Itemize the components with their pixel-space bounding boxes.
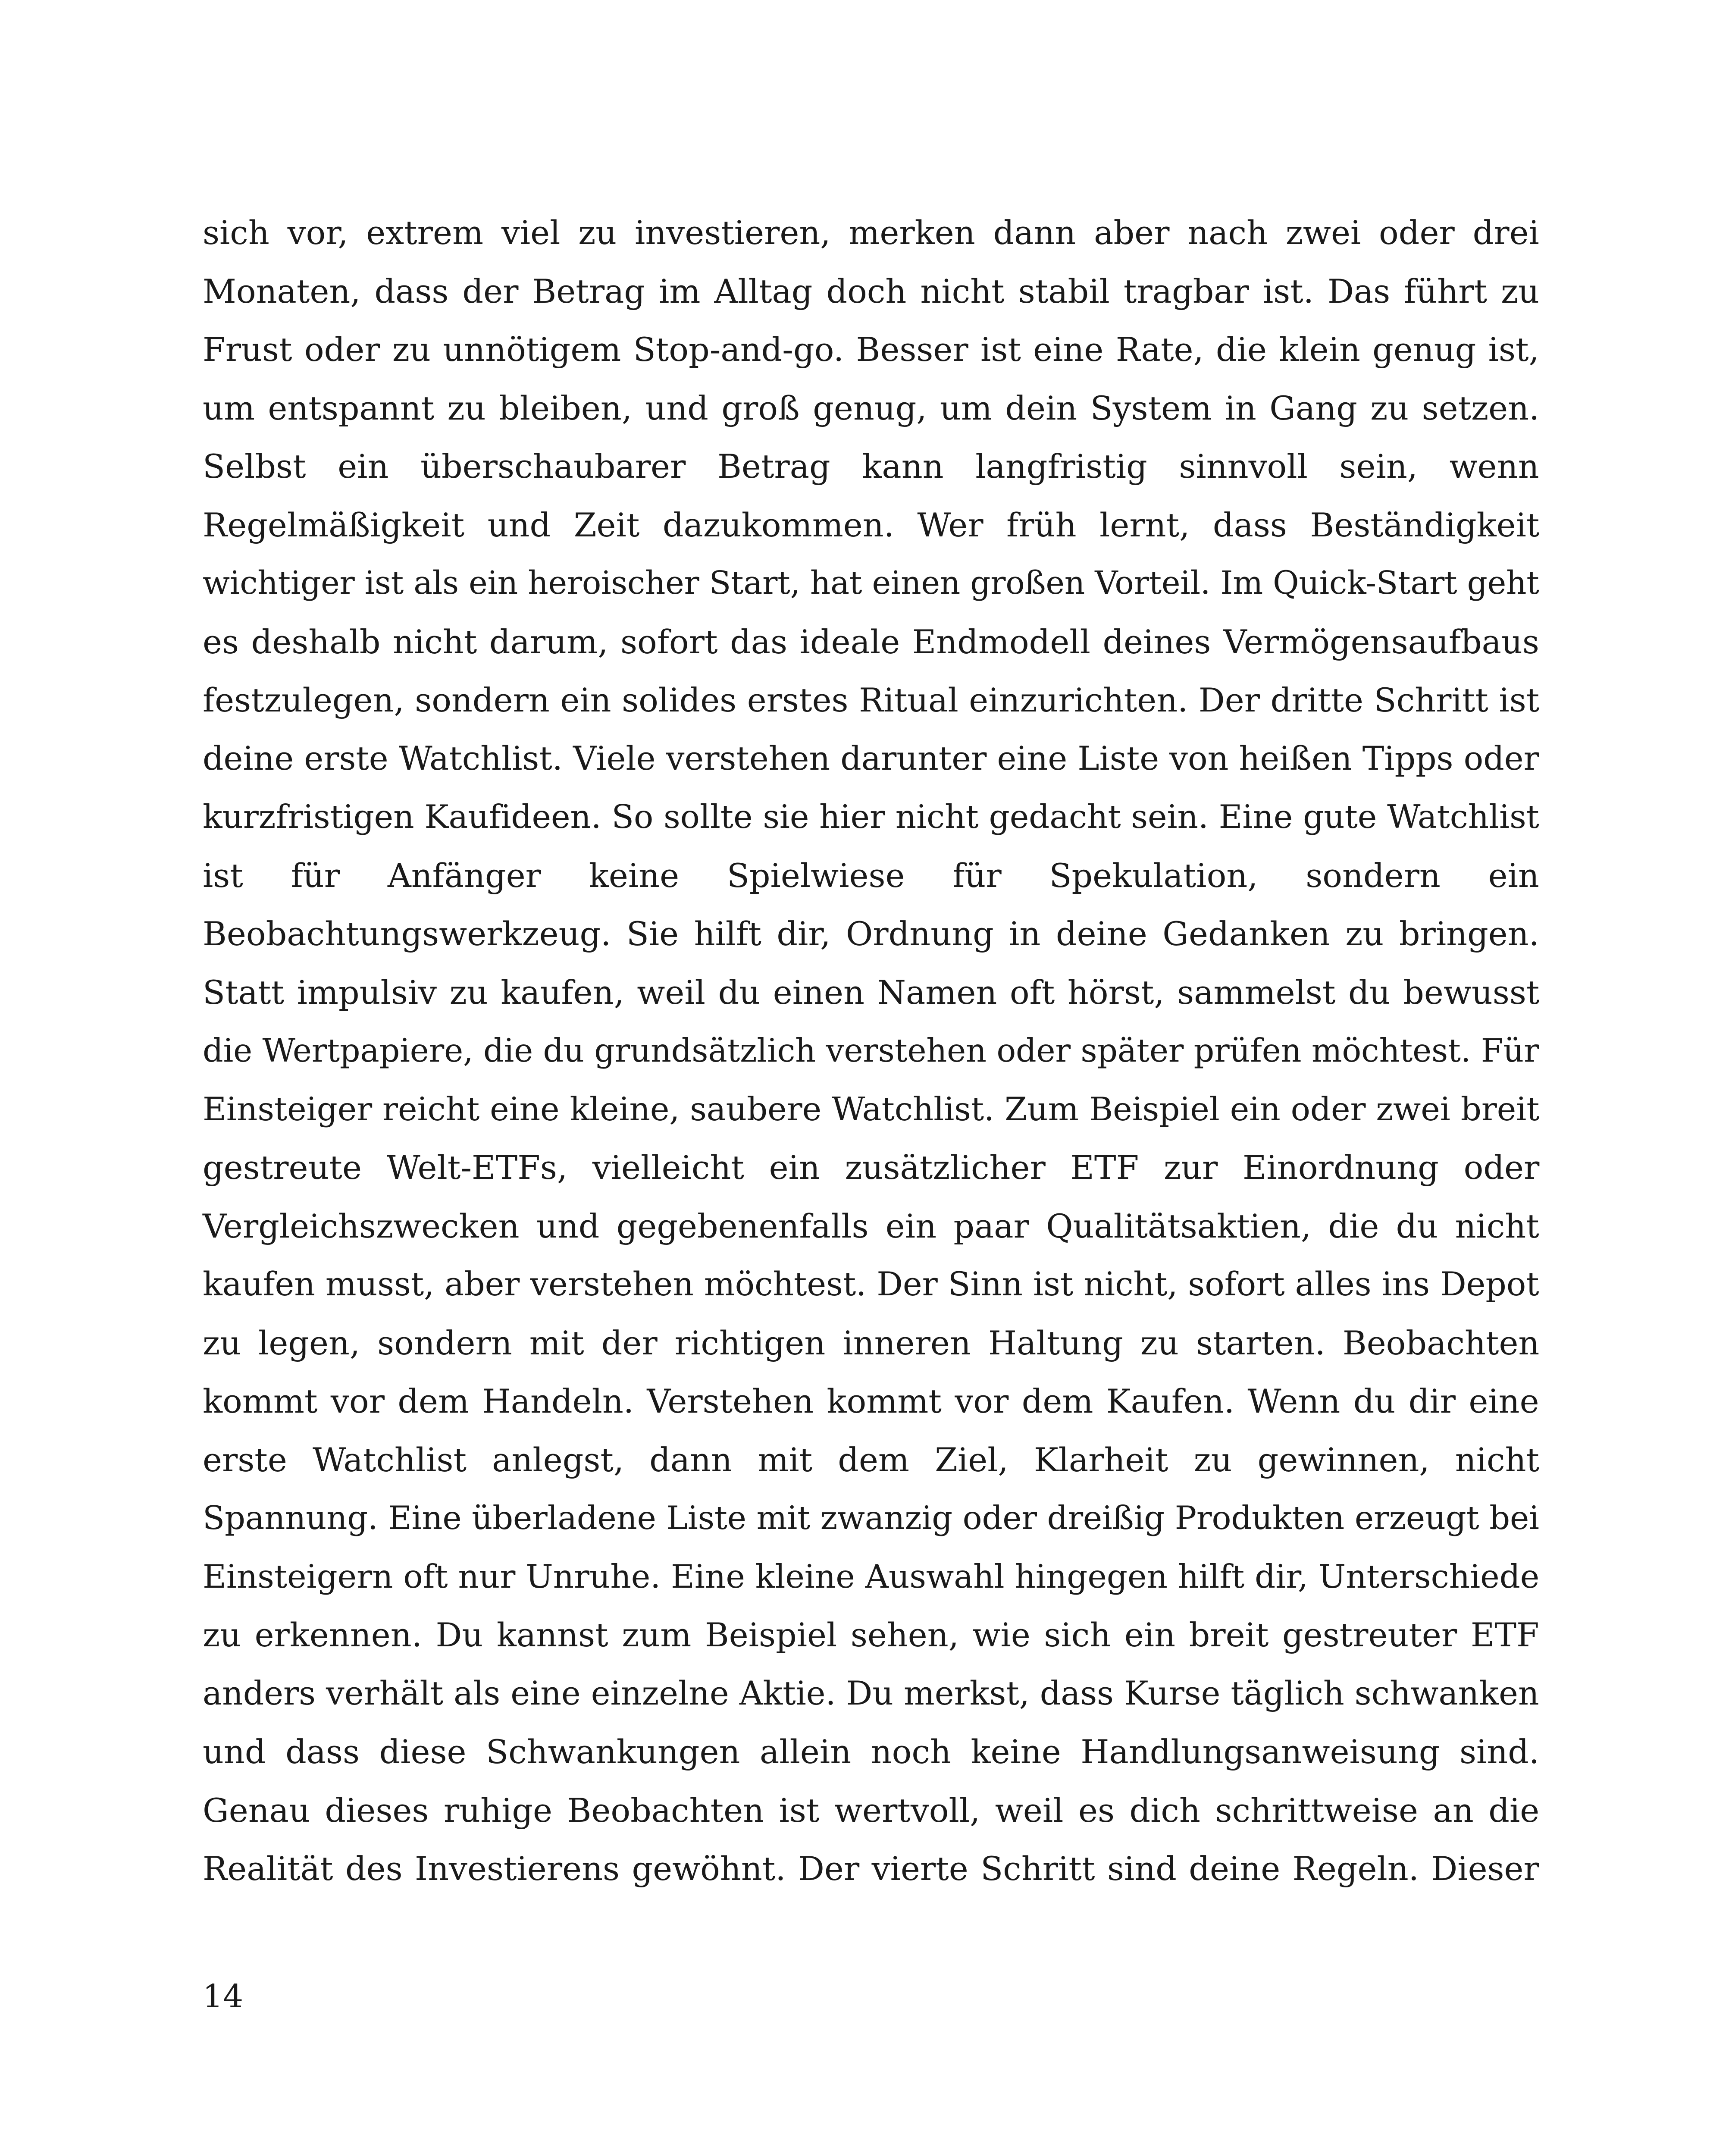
text-line: und dass diese Schwankungen allein noch keine Handlungsanweisung sind. <box>203 1733 1540 1771</box>
text-line: Realität des Investierens gewöhnt. Der vierte Schritt sind deine Regeln. Dieser <box>203 1849 1539 1888</box>
text-line: anders verhält als eine einzelne Aktie. Du merkst, dass Kurse täglich schwanken <box>203 1674 1539 1712</box>
text-line: Genau dieses ruhige Beobachten ist wertvoll, weil es dich schrittweise an die <box>203 1791 1540 1830</box>
text-line: festzulegen, sondern ein solides erstes Ritual einzurichten. Der dritte Schritt ist <box>203 681 1540 719</box>
body-paragraph <box>203 204 1539 1898</box>
text-line: Spannung. Eine überladene Liste mit zwanzig oder dreißig Produkten erzeugt bei <box>203 1499 1539 1537</box>
text-line: es deshalb nicht darum, sofort das ideale Endmodell deines Vermögensaufbaus <box>203 622 1539 661</box>
text-line: Beobachtungswerkzeug. Sie hilft dir, Ordnung in deine Gedanken zu bringen. <box>203 915 1539 953</box>
text-line: Statt impulsiv zu kaufen, weil du einen Namen oft hörst, sammelst du bewusst <box>203 973 1540 1012</box>
text-line: Frust oder zu unnötigem Stop-and-go. Besser ist eine Rate, die klein genug ist, <box>203 330 1539 369</box>
text-line: zu erkennen. Du kannst zum Beispiel sehen, wie sich ein breit gestreuter ETF <box>203 1616 1539 1654</box>
page-number: 14 <box>203 1978 244 2015</box>
text-line: ist für Anfänger keine Spielwiese für Spekulation, sondern ein <box>203 856 1539 895</box>
text-line: Regelmäßigkeit und Zeit dazukommen. Wer früh lernt, dass Beständigkeit <box>203 505 1540 544</box>
text-line: die Wertpapiere, die du grundsätzlich verstehen oder später prüfen möchtest. Für <box>203 1032 1539 1069</box>
text-line: erste Watchlist anlegst, dann mit dem Ziel, Klarheit zu gewinnen, nicht <box>203 1440 1540 1479</box>
text-line: sich vor, extrem viel zu investieren, merken dann aber nach zwei oder drei <box>203 213 1539 252</box>
text-line: wichtiger ist als ein heroischer Start, hat einen großen Vorteil. Im Quick-Start geht <box>203 564 1539 602</box>
text-line: kommt vor dem Handeln. Verstehen kommt vor dem Kaufen. Wenn du dir eine <box>203 1382 1539 1420</box>
text-line: Einsteigern oft nur Unruhe. Eine kleine Auswahl hingegen hilft dir, Unterschiede <box>203 1557 1540 1595</box>
text-line: kurzfristigen Kaufideen. So sollte sie hier nicht gedacht sein. Eine gute Watchlist <box>203 798 1539 836</box>
text-line: kaufen musst, aber verstehen möchtest. Der Sinn ist nicht, sofort alles ins Depot <box>203 1265 1539 1303</box>
text-line: zu legen, sondern mit der richtigen inneren Haltung zu starten. Beobachten <box>203 1323 1540 1362</box>
text-line: Selbst ein überschaubarer Betrag kann langfristig sinnvoll sein, wenn <box>203 447 1539 486</box>
text-line: Vergleichszwecken und gegebenenfalls ein paar Qualitätsaktien, die du nicht <box>203 1206 1539 1245</box>
text-line: Monaten, dass der Betrag im Alltag doch nicht stabil tragbar ist. Das führt zu <box>203 272 1540 310</box>
text-line: gestreute Welt-ETFs, vielleicht ein zusätzlicher ETF zur Einordnung oder <box>203 1148 1540 1187</box>
text-line: um entspannt zu bleiben, und groß genug, um dein System in Gang zu setzen. <box>203 389 1540 427</box>
text-line: deine erste Watchlist. Viele verstehen darunter eine Liste von heißen Tipps oder <box>203 739 1539 777</box>
text-line: Einsteiger reicht eine kleine, saubere Watchlist. Zum Beispiel ein oder zwei breit <box>203 1090 1540 1128</box>
